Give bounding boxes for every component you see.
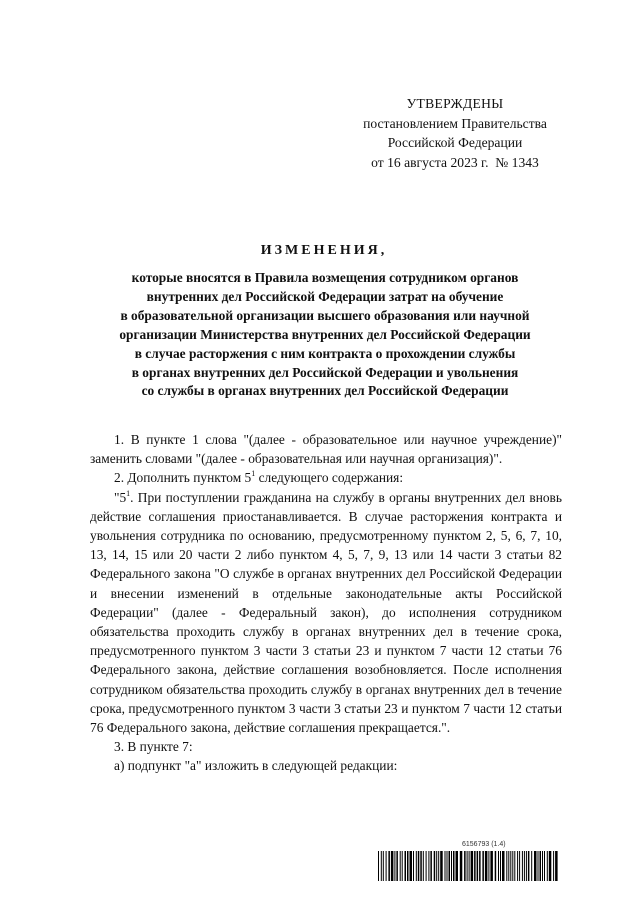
barcode-bar	[502, 851, 505, 881]
barcode-bar	[469, 851, 470, 881]
barcode-bar	[471, 851, 474, 881]
barcode-bar	[430, 851, 432, 881]
barcode-bar	[524, 851, 525, 881]
barcode-bar	[388, 851, 390, 881]
barcode-bar	[490, 851, 493, 881]
barcode-bar	[485, 851, 488, 881]
barcode-bar	[477, 851, 479, 881]
paragraph-1: 1. В пункте 1 слова "(далее - образовательное или научное учреждение)" заменить словами "(далее - образовательная или научная организация)".	[90, 432, 562, 467]
barcode-bar	[482, 851, 484, 881]
barcode-bar	[378, 851, 379, 881]
barcode-bar	[416, 851, 417, 881]
barcode-bar	[394, 851, 395, 881]
paragraph-5: а) подпункт "а" изложить в следующей редакции:	[114, 758, 398, 774]
barcode-bar	[407, 851, 409, 881]
barcode-bar	[514, 851, 515, 881]
barcode-bar	[488, 851, 489, 881]
document-body	[90, 430, 562, 776]
barcode-bar	[495, 851, 497, 881]
barcode-bar	[426, 851, 427, 881]
barcode-bar	[467, 851, 468, 881]
barcode-bar	[553, 851, 554, 881]
approval-stamp	[340, 94, 570, 172]
subtitle-line: в органах внутренних дел Российской Федерации и увольнения	[131, 364, 519, 380]
paragraph-4: 3. В пункте 7:	[114, 739, 193, 755]
barcode-bar	[544, 851, 545, 881]
barcode-bar	[391, 851, 394, 881]
barcode-bar	[456, 851, 459, 881]
barcode-bar	[381, 851, 382, 881]
barcode-bar	[410, 851, 413, 881]
barcode-bar	[438, 851, 439, 881]
barcode-bar	[451, 851, 452, 881]
barcode-bar	[464, 851, 466, 881]
barcode-bar	[440, 851, 443, 881]
approval-title: УТВЕРЖДЕНЫ	[406, 96, 504, 111]
superscript: 1	[251, 469, 256, 479]
barcode-bar	[405, 851, 407, 881]
document-number: 6156793 (1.4)	[462, 841, 506, 848]
barcode-bar	[449, 851, 451, 881]
barcode-bar	[400, 851, 401, 881]
document-title: ИЗМЕНЕНИЯ,	[260, 243, 388, 258]
barcode-bar	[479, 851, 481, 881]
subtitle-line: которые вносятся в Правила возмещения сотрудником органов	[131, 270, 519, 285]
barcode-bar	[510, 851, 511, 881]
barcode-bar	[498, 851, 499, 881]
barcode-bar	[383, 851, 384, 881]
barcode-bar	[423, 851, 424, 881]
barcode-bar	[453, 851, 455, 881]
subtitle-line: организации Министерства внутренних дел Российской Федерации	[119, 326, 531, 342]
superscript: 1	[126, 488, 131, 498]
barcode	[378, 851, 560, 881]
barcode-bar	[522, 851, 523, 881]
barcode-bar	[526, 851, 527, 881]
paragraph-3	[90, 488, 562, 738]
approval-date-number: от 16 августа 2023 г. № 1343	[371, 154, 539, 170]
barcode-bar	[428, 851, 429, 881]
barcode-bar	[534, 851, 537, 881]
barcode-bar	[474, 851, 476, 881]
subtitle-line: в образовательной организации высшего образования или научной	[120, 307, 530, 323]
barcode-bar	[445, 851, 446, 881]
barcode-bar	[436, 851, 437, 881]
barcode-bar	[386, 851, 387, 881]
paragraph-2	[90, 468, 562, 487]
barcode-bar	[540, 851, 542, 881]
paragraph-2-text-end: следующего содержания:	[255, 470, 404, 486]
document-subtitle	[70, 269, 580, 401]
quote-open: "5	[114, 489, 127, 505]
barcode-bar	[447, 851, 448, 881]
barcode-bar	[512, 851, 513, 881]
barcode-bar	[460, 851, 463, 881]
paragraph-2-text: 2. Дополнить пунктом 5	[114, 470, 252, 486]
approval-line-2: Российской Федерации	[387, 135, 523, 150]
barcode-bar	[506, 851, 507, 881]
barcode-bar	[396, 851, 398, 881]
barcode-bar	[542, 851, 543, 881]
barcode-bar	[500, 851, 501, 881]
barcode-bar	[508, 851, 509, 881]
barcode-bar	[402, 851, 403, 881]
barcode-bar	[420, 851, 422, 881]
barcode-bar	[519, 851, 520, 881]
barcode-bar	[517, 851, 518, 881]
barcode-bar	[531, 851, 532, 881]
barcode-bar	[434, 851, 436, 881]
subtitle-line: внутренних дел Российской Федерации затрат на обучение	[146, 288, 504, 304]
barcode-bar	[538, 851, 539, 881]
subtitle-line: со службы в органах внутренних дел Российской Федерации	[141, 383, 509, 399]
approval-line-1: постановлением Правительства	[363, 115, 547, 131]
barcode-bar	[413, 851, 414, 881]
barcode-bar	[528, 851, 530, 881]
barcode-bar	[555, 851, 558, 881]
paragraph-3-text: . При поступлении гражданина на службу в органы внутренних дел вновь действие соглашения приостанавливается. В случае расторжения контракта и увольнения сотрудника по основанию, предусмотренному пунктом 2, 5, 6, 7, 10, 13, 14, 15 или 20 части 2 либо пунктом 4, 5, 7, 9, 13 или 14 части 3 статьи 82 Федерального закона "О службе в органах внутренних дел Российской Федерации и внесении изменений в отдельные законодательные акты Российской Федерации" (далее - Федеральный закон), до исполнения сотрудником обязательства проходить службу в органах внутренних дел в течение срока, предусмотренного пунктом 3 части 3 статьи 23 и пунктом 7 части 12 статьи 76 Федерального закона, действие соглашения возобновляется. После исполнения сотрудником обязательства проходить службу в органах внутренних дел в течение срока, предусмотренного пунктом 3 части 3 статьи 23 и пунктом 7 части 12 статьи 76 Федерального закона, действие соглашения прекращается.".	[90, 489, 562, 736]
barcode-bar	[547, 851, 548, 881]
barcode-bar	[418, 851, 420, 881]
barcode-bar	[549, 851, 552, 881]
subtitle-line: в случае расторжения с ним контракта о прохождении службы	[134, 345, 516, 361]
